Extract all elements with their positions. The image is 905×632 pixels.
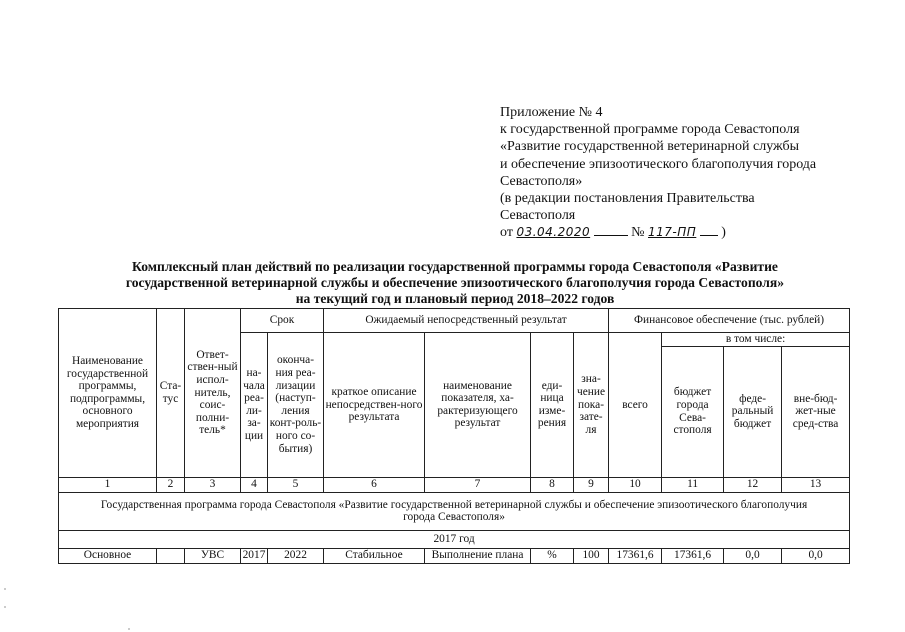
row-end: 2022 (268, 548, 324, 563)
column-number: 7 (425, 477, 531, 492)
header-total: всего (609, 333, 662, 478)
header-term-group: Срок (241, 309, 324, 333)
header-value: зна-чение пока-зате-ля (574, 333, 609, 478)
handwritten-number: 117-ПП (648, 225, 697, 240)
header-term-end: оконча-ния реа-лизации (наступ-ления конт-роль-ного со-бытия) (268, 333, 324, 478)
column-number: 1 (59, 477, 157, 492)
row-federal-budget: 0,0 (724, 548, 782, 563)
program-row: Государственная программа города Севастополя «Развитие государственной ветеринарной службы и обеспечение эпизоотического благополучия города Севастополя» (59, 492, 850, 530)
header-result-group: Ожидаемый непосредственный результат (324, 309, 609, 333)
column-number: 13 (782, 477, 850, 492)
appendix-line: и обеспечение эпизоотического благополучия города (500, 156, 817, 172)
header-indicator-name: наименование показателя, ха-рактеризующего результат (425, 333, 531, 478)
column-number: 11 (662, 477, 724, 492)
row-total: 17361,6 (609, 548, 662, 563)
document-title (60, 259, 850, 307)
column-number: 8 (531, 477, 574, 492)
row-status (157, 548, 185, 563)
column-number: 2 (157, 477, 185, 492)
row-city-budget: 17361,6 (662, 548, 724, 563)
row-extra-budget: 0,0 (782, 548, 850, 563)
column-number: 12 (724, 477, 782, 492)
column-number: 9 (574, 477, 609, 492)
appendix-line: Севастополя (500, 208, 576, 224)
row-start: 2017 (241, 548, 268, 563)
scan-artifact (4, 606, 6, 608)
action-plan-table (58, 308, 850, 564)
title-line: государственной ветеринарной службы и обеспечение эпизоотического благополучия города Севастополя» (125, 275, 785, 290)
year-row: 2017 год (59, 530, 850, 548)
appendix-line: (в редакции постановления Правительства (500, 191, 755, 207)
appendix-line: Севастополя» (500, 173, 583, 189)
row-result-desc: Стабильное (324, 548, 425, 563)
column-number: 10 (609, 477, 662, 492)
appendix-line: «Развитие государственной ветеринарной службы (500, 139, 800, 155)
header-city-budget: бюджет города Сева-стополя (662, 346, 724, 477)
appendix-date-line (500, 224, 860, 241)
column-number: 4 (241, 477, 268, 492)
column-number: 6 (324, 477, 425, 492)
closing-paren: ) (721, 225, 726, 241)
header-status: Ста-тус (157, 309, 185, 478)
handwritten-date: 03.04.2020 (516, 225, 591, 240)
table-row (59, 548, 850, 563)
row-name: Основное (59, 548, 157, 563)
row-unit: % (531, 548, 574, 563)
header-name: Наименование государственной программы, подпрограммы, основного мероприятия (59, 309, 157, 478)
header-executor: Ответ-ствен-ный испол-нитель, соис-полни-тель* (185, 309, 241, 478)
header-finance-group: Финансовое обеспечение (тыс. рублей) (609, 309, 850, 333)
header-federal-budget: феде-ральный бюджет (724, 346, 782, 477)
appendix-block (500, 104, 860, 242)
scan-artifact (4, 588, 6, 590)
title-line: Комплексный план действий по реализации государственной программы города Севастополя «Развитие (132, 259, 778, 274)
column-number: 5 (268, 477, 324, 492)
header-including: в том числе: (662, 333, 850, 347)
header-unit: еди-ница изме-рения (531, 333, 574, 478)
column-number: 3 (185, 477, 241, 492)
date-prefix: от (500, 225, 513, 241)
row-indicator: Выполнение плана (425, 548, 531, 563)
number-prefix: № (631, 225, 645, 241)
title-line: на текущий год и плановый период 2018–2022 годов (295, 291, 615, 306)
row-executor: УВС (185, 548, 241, 563)
header-result-desc: краткое описание непосредствен-ного результата (324, 333, 425, 478)
appendix-line: к государственной программе города Севастополя (500, 122, 800, 138)
header-extra-budget: вне-бюд-жет-ные сред-ства (782, 346, 850, 477)
appendix-line: Приложение № 4 (500, 105, 603, 120)
row-value: 100 (574, 548, 609, 563)
scan-artifact (128, 628, 130, 630)
header-term-start: на-чала реа-ли-за-ции (241, 333, 268, 478)
